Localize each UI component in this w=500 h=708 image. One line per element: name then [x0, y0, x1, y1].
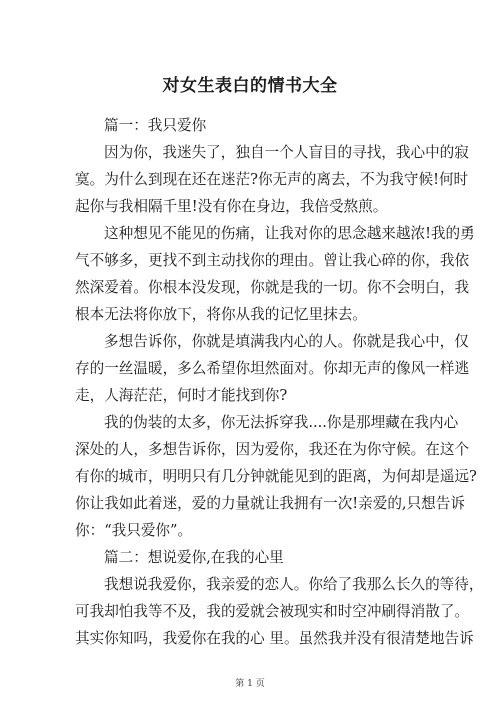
paragraph-line: 你：“我只爱你”。 [75, 522, 193, 539]
document-title: 对女生表白的情书大全 [162, 76, 338, 96]
paragraph-line: 走，人海茫茫，何时才能找到你? [75, 387, 288, 404]
paragraph-line: 气不够多，更找不到主动找你的理由。曾让我心碎的你，我依 [75, 252, 470, 269]
paragraph-line: 深处的人，多想告诉你，因为爱你，我还在为你守候。在这个 [75, 441, 470, 458]
paragraph-line: 多想告诉你，你就是填满我内心的人。你就是我心中，仅 [104, 333, 469, 350]
paragraph-line: 你让我如此着迷，爱的力量就让我拥有一次!亲爱的,只想告诉 [75, 495, 465, 512]
paragraph-line: 我想说我爱你，我亲爱的恋人。你给了我那么长久的等待， [104, 576, 484, 593]
section-heading: 篇一：我只爱你 [104, 117, 207, 134]
paragraph-line: 然深爱着。你根本没发现，你就是我的一切。你不会明白，我 [75, 279, 470, 296]
document-body [75, 112, 484, 652]
paragraph-line: 根本无法将你放下，将你从我的记忆里抹去。 [75, 306, 367, 323]
paragraph-line: 可我却怕我等不及，我的爱就会被现实和时空冲刷得消散了。 [75, 603, 470, 620]
paragraph-line: 因为你，我迷失了，独自一个人盲目的寻找，我心中的寂 [104, 144, 469, 161]
paragraph-line: 寞。为什么到现在还在迷茫?你无声的离去，不为我守候!何时 [75, 171, 469, 188]
page-number: 第 1 页 [235, 679, 265, 689]
section-heading: 篇二：想说爱你,在我的心里 [104, 549, 284, 566]
paragraph-line: 有你的城市，明明只有几分钟就能见到的距离，为何却是遥远? [75, 468, 477, 485]
paragraph-line: 这种想见不能见的伤痛，让我对你的思念越来越浓!我的勇 [104, 225, 475, 242]
paragraph-line: 我的伪装的太多，你无法拆穿我....你是那埋藏在我内心 [104, 414, 459, 431]
paragraph-line: 其实你知吗，我爱你在我的心 里。虽然我并没有很清楚地告诉 [75, 630, 474, 647]
paragraph-line: 存的一丝温暖，多么希望你坦然面对。你却无声的像风一样逃 [75, 360, 470, 377]
paragraph-line: 起你与我相隔千里!没有你在身边，我倍受熬煎。 [75, 198, 388, 215]
